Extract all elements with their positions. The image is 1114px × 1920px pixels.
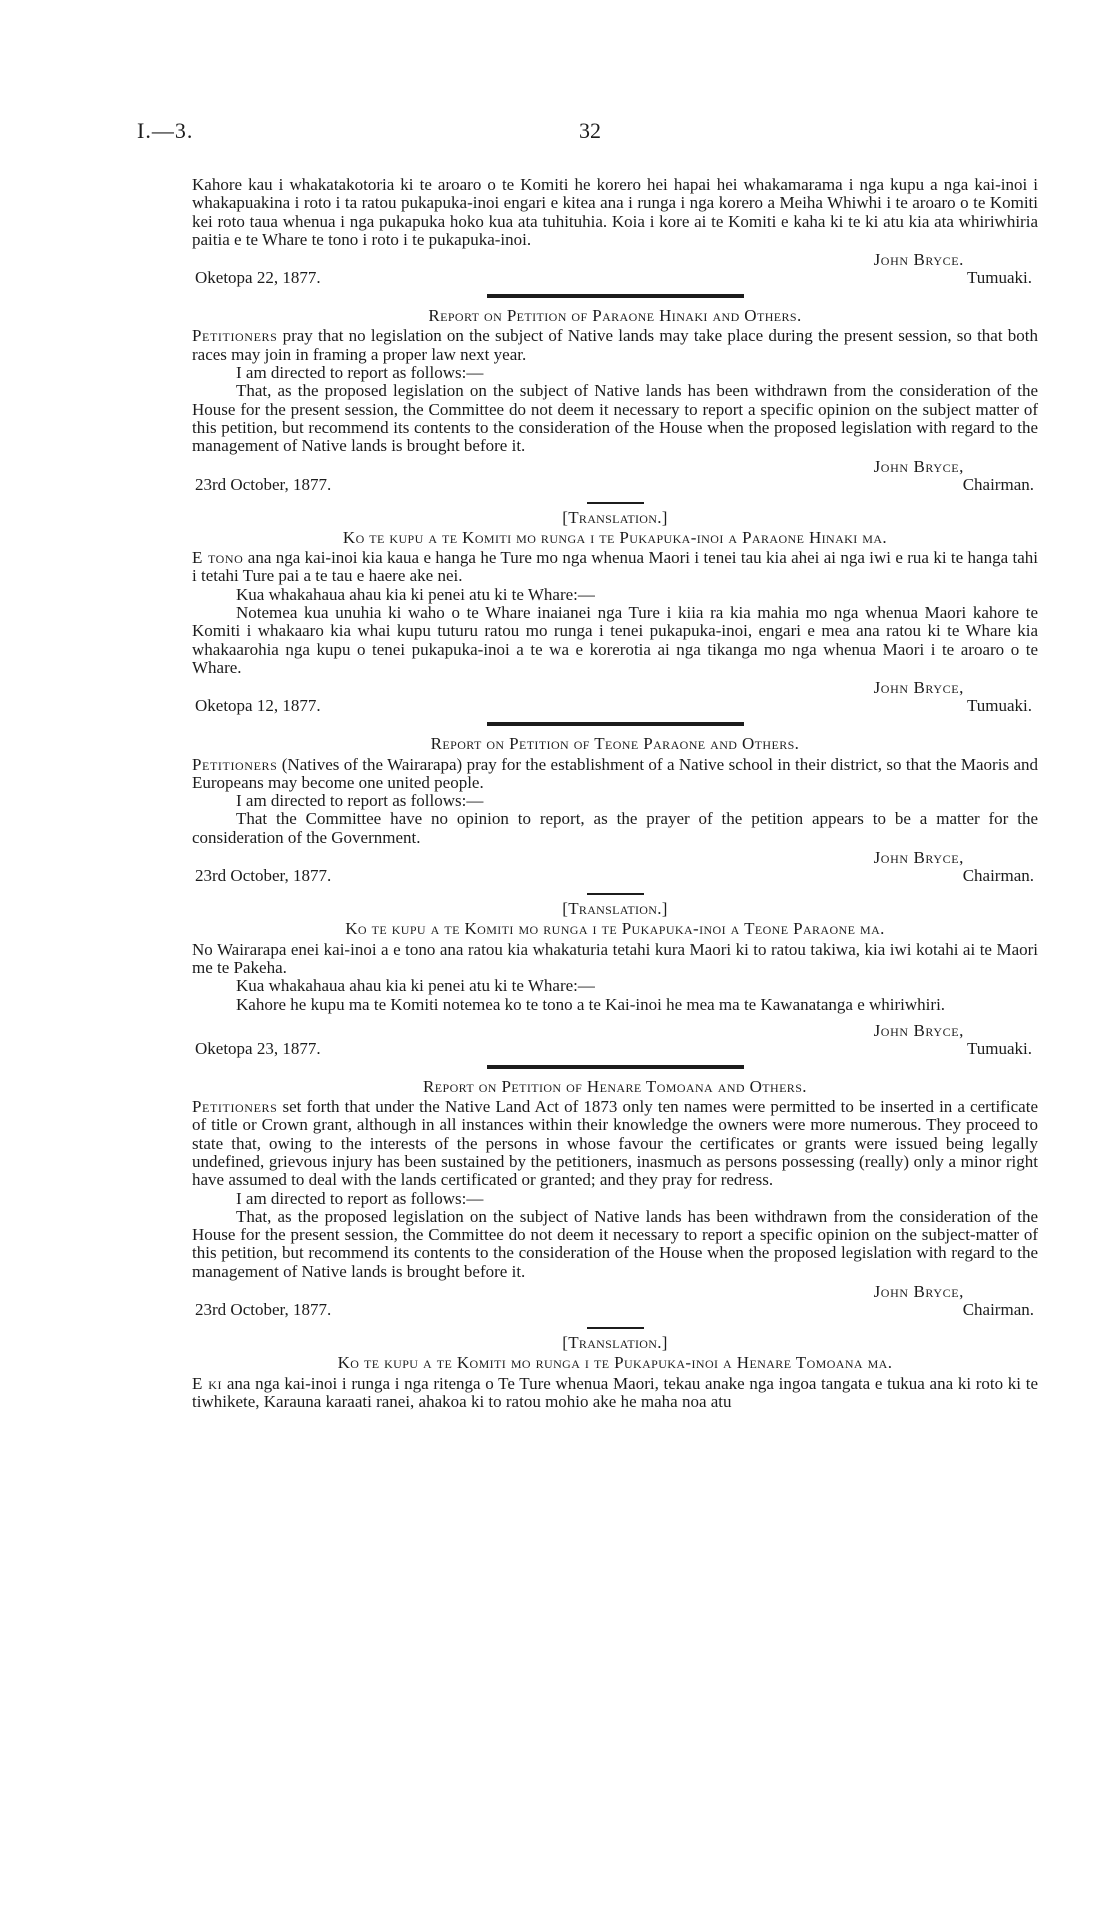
signature-date: 23rd October, 1877. bbox=[195, 474, 332, 494]
document-body bbox=[192, 176, 1038, 1411]
paragraph: Petitioners set forth that under the Native Land Act of 1873 only ten names were permitted to be inserted in a certificate of title or Crown grant, although in all instances within their knowledge the owners were more numerous. They proceed to state that, owing to the interests of the persons in whose favour the certificates or grants were issued being legally undefined, grievous injury has been sustained by the petitioners, inasmuch as persons possessing (really) only a minor right have assumed to deal with the lands certificated or granted; and they pray for redress. bbox=[192, 1097, 1038, 1190]
report-heading: Report on Petition of Henare Tomoana and Others. bbox=[423, 1076, 807, 1096]
section-report-paraone-hinaki bbox=[192, 307, 1038, 492]
paragraph: That, as the proposed legislation on the subject of Native lands has been withdrawn from the consideration of the House for the present session, the Committee do not deem it necessary to report a specific opinion on the subject matter of this petition, but recommend its contents to the consideration of the House when the proposed legislation with regard to the management of Native lands is brought before it. bbox=[192, 381, 1038, 456]
paragraph: I am directed to report as follows:— bbox=[236, 1188, 484, 1208]
section-divider bbox=[487, 1065, 744, 1069]
signature-block bbox=[192, 847, 1038, 884]
signatory-title: Tumuaki. bbox=[966, 1038, 1032, 1058]
paragraph: Kahore kau i whakatakotoria ki te aroaro o te Komiti he korero hei hapai hei whakamarama i nga kupu a nga kai-inoi i whakapuakina i roto i ta ratou pukapuka-inoi engari e kitea ana i runga i nga korero a Meiha Whiwhi i te aroaro o te Komiti kei roto taua whenua i nga pukapuka hoko kua ata tuhituhia. Koia i kore ai te Komiti e kaha ki te ki atu kia ata whiriwhiria paitia e te Whare te tono i roto i te pukapuka-inoi. bbox=[192, 175, 1038, 249]
signature-block bbox=[192, 456, 1038, 493]
signature-date: Oketopa 23, 1877. bbox=[195, 1038, 321, 1058]
signatory-title: Chairman. bbox=[962, 866, 1034, 886]
signature-date: Oketopa 12, 1877. bbox=[195, 696, 321, 716]
signatory-title: Chairman. bbox=[962, 1300, 1034, 1320]
translation-divider bbox=[587, 893, 644, 895]
section-translation-paraone-hinaki bbox=[192, 509, 1038, 715]
translation-heading: Ko te kupu a te Komiti mo runga i te Pukapuka-inoi a Teone Paraone ma. bbox=[345, 919, 885, 939]
paragraph: E tono ana nga kai-inoi kia kaua e hanga he Ture mo nga whenua Maori i tenei tau kia ahei ai nga iwi e rua ki te hanga tahi i tetahi Ture pai a te tau e haere ake nei. bbox=[192, 548, 1038, 586]
signature-block bbox=[192, 249, 1038, 286]
paragraph: Petitioners (Natives of the Wairarapa) pray for the establishment of a Native school in their district, so that the Maoris and Europeans may become one united people. bbox=[192, 754, 1038, 792]
translation-divider bbox=[587, 1327, 644, 1329]
paragraph: Kua whakahaua ahau kia ki penei atu ki te Whare:— bbox=[236, 584, 595, 604]
page-number: 32 bbox=[579, 118, 601, 143]
paragraph: That the Committee have no opinion to report, as the prayer of the petition appears to be a matter for the consideration of the Government. bbox=[192, 809, 1038, 847]
section-translation-henare-tomoana bbox=[192, 1334, 1038, 1411]
paragraph: Petitioners pray that no legislation on the subject of Native lands may take place during the present session, so that both races may join in framing a proper law next year. bbox=[192, 326, 1038, 364]
signatory-name: John Bryce, bbox=[873, 1020, 964, 1040]
paragraph: I am directed to report as follows:— bbox=[236, 363, 484, 383]
report-heading: Report on Petition of Paraone Hinaki and Others. bbox=[428, 306, 802, 326]
paragraph: E ki ana nga kai-inoi i runga i nga ritenga o Te Ture whenua Maori, tekau anake nga ingoa tangata e tukua ana ki roto ki te tiwhikete, Karauna karaati ranei, ahakoa ki to ratou mohio ake he maha noa atu bbox=[192, 1373, 1038, 1411]
section-continuation bbox=[192, 176, 1038, 286]
signature-block bbox=[192, 1281, 1038, 1318]
signatory-title: Tumuaki. bbox=[966, 268, 1032, 288]
signature-date: 23rd October, 1877. bbox=[195, 866, 332, 886]
section-report-henare-tomoana bbox=[192, 1078, 1038, 1318]
paragraph: That, as the proposed legislation on the subject of Native lands has been withdrawn from the consideration of the House for the present session, the Committee do not deem it necessary to report a specific opinion on the subject-matter of this petition, but recommend its contents to the consideration of the House when the proposed legislation with regard to the management of Native lands is brought before it. bbox=[192, 1206, 1038, 1281]
translation-label: [Translation.] bbox=[562, 899, 668, 919]
signatory-name: John Bryce. bbox=[873, 250, 964, 270]
signature-date: Oketopa 22, 1877. bbox=[195, 268, 321, 288]
section-translation-teone-paraone bbox=[192, 900, 1038, 1057]
translation-heading: Ko te kupu a te Komiti mo runga i te Pukapuka-inoi a Henare Tomoana ma. bbox=[337, 1353, 893, 1373]
translation-divider bbox=[587, 502, 644, 504]
signatory-name: John Bryce, bbox=[873, 1282, 964, 1302]
paragraph: Kahore he kupu ma te Komiti notemea ko te tono a te Kai-inoi he mea ma te Kawanatanga e whiriwhiri. bbox=[236, 994, 946, 1014]
translation-label: [Translation.] bbox=[562, 1333, 668, 1353]
signatory-name: John Bryce, bbox=[873, 456, 964, 476]
paragraph: Notemea kua unuhia ki waho o te Whare inaianei nga Ture i kiia ra kia mahia mo nga whenua Maori kahore te Komiti i whakaaro kia whai kupu tuturu ratou mo runga i tenei pukapuka-inoi, engari e mea ana ratou ki te Whare kia whakaarohia nga kupu o tenei pukapuka-inoi a te wa e korerotia ai nga tikanga mo nga whenua Maori i te aroaro o te Whare. bbox=[192, 603, 1038, 677]
report-heading: Report on Petition of Teone Paraone and Others. bbox=[430, 734, 800, 754]
signature-block bbox=[192, 677, 1038, 714]
page-header bbox=[137, 118, 1043, 148]
translation-label: [Translation.] bbox=[562, 507, 668, 527]
paragraph: Kua whakahaua ahau kia ki penei atu ki te Whare:— bbox=[236, 976, 595, 996]
signature-date: 23rd October, 1877. bbox=[195, 1300, 332, 1320]
section-divider bbox=[487, 722, 744, 726]
section-report-teone-paraone bbox=[192, 735, 1038, 884]
translation-heading: Ko te kupu a te Komiti mo runga i te Pukapuka-inoi a Paraone Hinaki ma. bbox=[342, 527, 888, 547]
paragraph: No Wairarapa enei kai-inoi a e tono ana ratou kia whakaturia tetahi kura Maori ki to ratou takiwa, kia iwi kotahi ai te Maori me te Pakeha. bbox=[192, 939, 1038, 977]
signatory-name: John Bryce, bbox=[873, 678, 964, 698]
paragraph: I am directed to report as follows:— bbox=[236, 791, 484, 811]
signature-block bbox=[192, 1020, 1038, 1057]
section-divider bbox=[487, 294, 744, 298]
signatory-name: John Bryce, bbox=[873, 848, 964, 868]
signatory-title: Tumuaki. bbox=[966, 696, 1032, 716]
signatory-title: Chairman. bbox=[962, 474, 1034, 494]
parliamentary-paper-reference: I.—3. bbox=[137, 118, 194, 143]
